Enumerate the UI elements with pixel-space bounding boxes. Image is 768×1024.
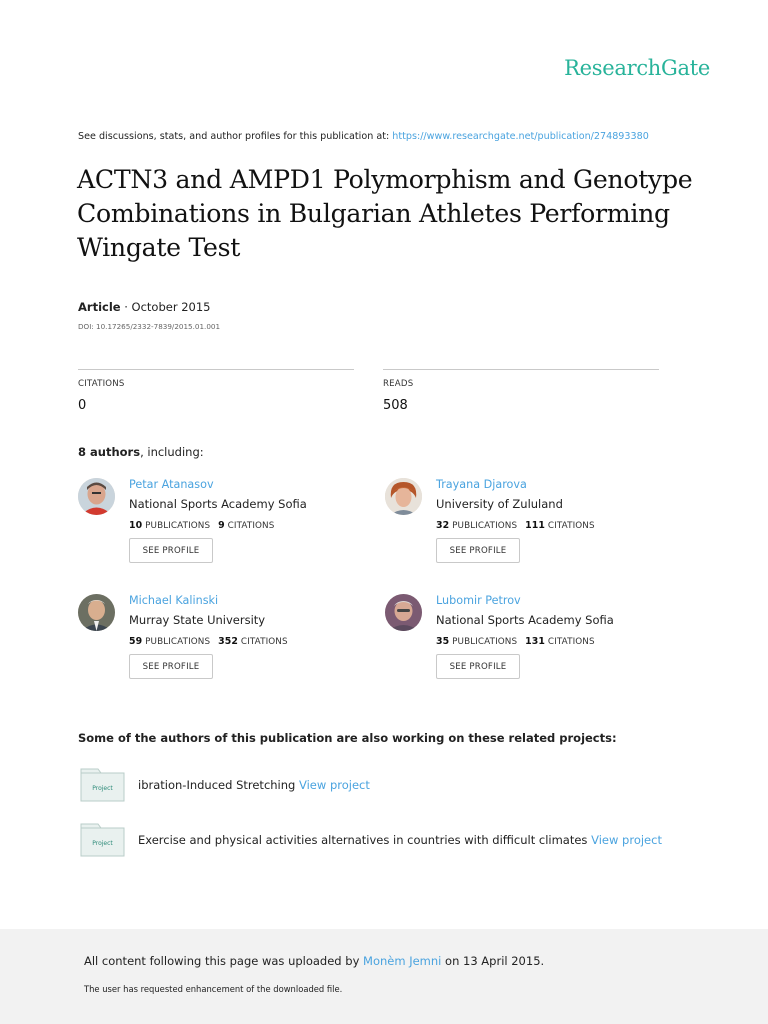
- citations-count: 352: [218, 636, 239, 647]
- upload-suffix: on 13 April 2015.: [441, 954, 545, 968]
- project-folder-label: Project: [92, 840, 113, 847]
- publications-count: 10: [129, 520, 143, 531]
- authors-suffix: , including:: [140, 445, 204, 459]
- enhancement-note: The user has requested enhancement of the downloaded file.: [84, 984, 343, 994]
- reads-value: 508: [383, 398, 408, 413]
- author-institution: Murray State University: [129, 613, 266, 627]
- researchgate-logo[interactable]: ResearchGate: [564, 56, 710, 80]
- author-stats: [129, 520, 274, 531]
- view-project-link[interactable]: View project: [591, 833, 662, 847]
- project-text: [138, 778, 370, 792]
- publications-label: PUBLICATIONS: [449, 521, 518, 531]
- publications-label: PUBLICATIONS: [142, 521, 211, 531]
- view-project-link[interactable]: View project: [299, 778, 370, 792]
- upload-footer: [0, 929, 768, 1024]
- related-projects-heading: Some of the authors of this publication are also working on these related projects:: [78, 731, 617, 745]
- publication-doi: DOI: 10.17265/2332-7839/2015.01.001: [78, 322, 221, 331]
- author-institution: University of Zululand: [436, 497, 563, 511]
- authors-heading: [78, 445, 204, 459]
- author-card: [385, 594, 685, 704]
- reads-label: READS: [383, 379, 414, 389]
- author-name-link[interactable]: Petar Atanasov: [129, 478, 214, 491]
- publications-count: 32: [436, 520, 450, 531]
- author-avatar-icon[interactable]: [78, 478, 115, 515]
- see-profile-button[interactable]: SEE PROFILE: [129, 654, 213, 679]
- author-avatar-icon[interactable]: [385, 594, 422, 631]
- publication-date: · October 2015: [120, 300, 211, 314]
- publication-url-link[interactable]: https://www.researchgate.net/publication/274893380: [392, 131, 649, 142]
- project-text: [138, 833, 662, 847]
- see-profile-button[interactable]: SEE PROFILE: [436, 538, 520, 563]
- reads-stat: [383, 369, 659, 413]
- citations-count: 131: [525, 636, 546, 647]
- author-institution: National Sports Academy Sofia: [129, 497, 307, 511]
- project-folder-icon[interactable]: [80, 768, 125, 802]
- project-folder-label: Project: [92, 785, 113, 792]
- discussion-note: [78, 131, 649, 142]
- upload-line: [84, 954, 544, 968]
- author-name-link[interactable]: Michael Kalinski: [129, 594, 219, 607]
- author-avatar-icon[interactable]: [78, 594, 115, 631]
- publications-count: 59: [129, 636, 143, 647]
- publications-label: PUBLICATIONS: [142, 637, 211, 647]
- project-item: [80, 823, 720, 857]
- author-name-link[interactable]: Trayana Djarova: [436, 478, 527, 491]
- citations-count: 9: [218, 520, 225, 531]
- uploader-link[interactable]: Monèm Jemni: [363, 954, 442, 968]
- citations-label: CITATIONS: [78, 379, 125, 389]
- see-profile-button[interactable]: SEE PROFILE: [436, 654, 520, 679]
- author-card: [78, 478, 378, 588]
- citations-stat: [78, 369, 354, 413]
- author-stats: [436, 520, 595, 531]
- publications-count: 35: [436, 636, 450, 647]
- publication-type: Article: [78, 300, 121, 314]
- discussion-text: See discussions, stats, and author profiles for this publication at:: [78, 131, 393, 142]
- citations-label: CITATIONS: [545, 637, 595, 647]
- upload-prefix: All content following this page was uploaded by: [84, 954, 364, 968]
- citations-label: CITATIONS: [545, 521, 595, 531]
- publication-meta: [78, 300, 211, 314]
- project-item: [80, 768, 720, 802]
- publications-label: PUBLICATIONS: [449, 637, 518, 647]
- citations-value: 0: [78, 398, 87, 413]
- author-card: [385, 478, 685, 588]
- citations-label: CITATIONS: [238, 637, 288, 647]
- author-name-link[interactable]: Lubomir Petrov: [436, 594, 521, 607]
- citations-label: CITATIONS: [224, 521, 275, 531]
- project-title: Exercise and physical activities alternatives in countries with difficult climates: [138, 833, 592, 847]
- author-stats: [129, 636, 288, 647]
- authors-count: 8 authors: [78, 445, 141, 459]
- citations-count: 111: [525, 520, 546, 531]
- author-card: [78, 594, 378, 704]
- publication-title: ACTN3 and AMPD1 Polymorphism and Genotype Combinations in Bulgarian Athletes Performing Wingate Test: [77, 165, 693, 262]
- see-profile-button[interactable]: SEE PROFILE: [129, 538, 213, 563]
- project-title: ibration-Induced Stretching: [138, 778, 299, 792]
- project-folder-icon[interactable]: [80, 823, 125, 857]
- author-avatar-icon[interactable]: [385, 478, 422, 515]
- author-stats: [436, 636, 595, 647]
- author-institution: National Sports Academy Sofia: [436, 613, 614, 627]
